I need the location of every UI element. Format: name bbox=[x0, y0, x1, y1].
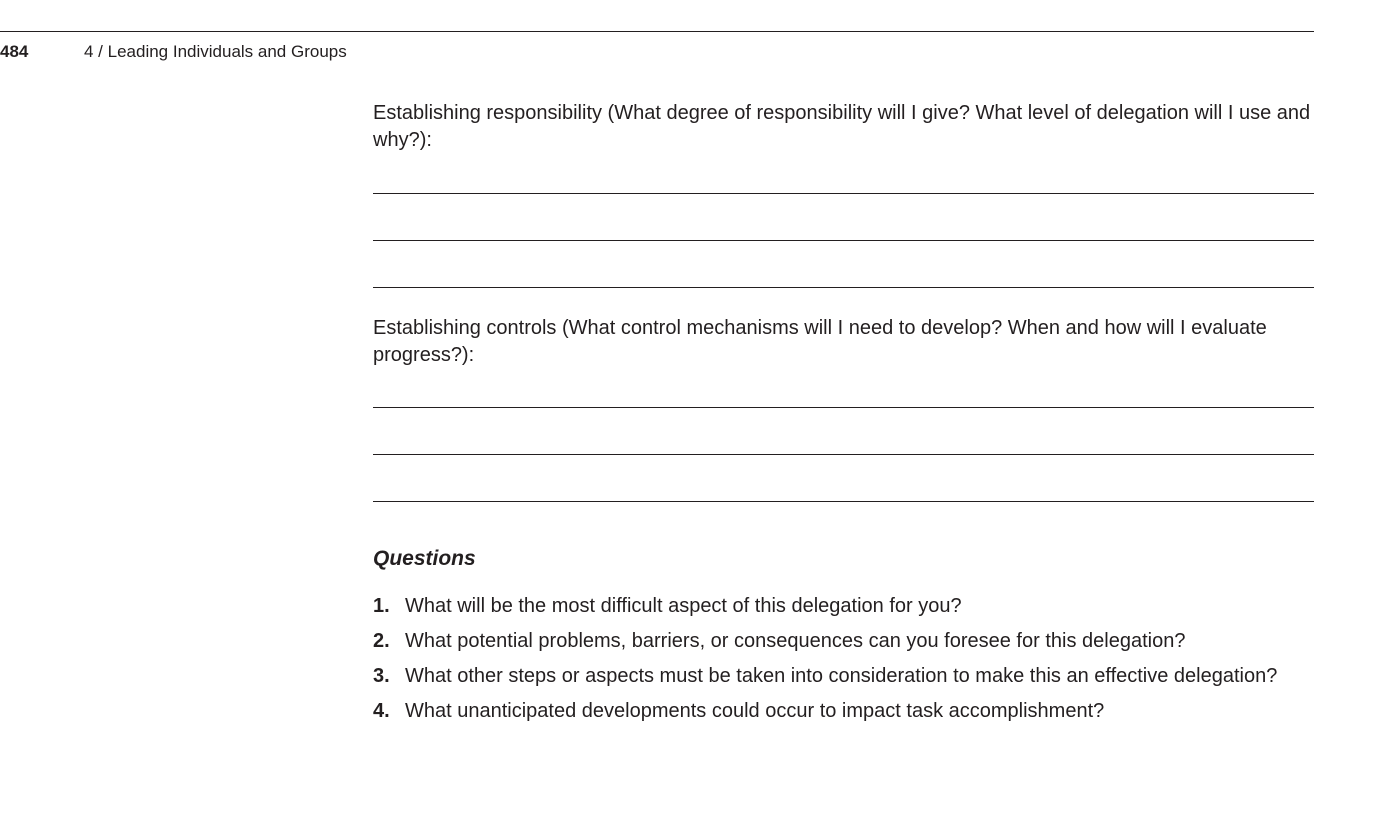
responsibility-section bbox=[373, 100, 1314, 154]
question-text: What unanticipated developments could occur to impact task accomplishment? bbox=[405, 700, 1105, 722]
question-item bbox=[373, 628, 1314, 654]
questions-heading: Questions bbox=[373, 547, 476, 570]
running-head bbox=[0, 42, 347, 62]
question-text: What potential problems, barriers, or consequences can you foresee for this delegation? bbox=[405, 630, 1186, 652]
responsibility-answer-line-2[interactable] bbox=[373, 240, 1314, 241]
question-number: 4. bbox=[373, 700, 390, 722]
question-item bbox=[373, 593, 1314, 619]
running-title: 4 / Leading Individuals and Groups bbox=[84, 42, 347, 61]
responsibility-prompt: Establishing responsibility (What degree of responsibility will I give? What level of delegation will I use and why?): bbox=[373, 102, 1311, 151]
controls-prompt: Establishing controls (What control mechanisms will I need to develop? When and how will I evaluate progress?): bbox=[373, 317, 1267, 366]
question-text: What will be the most difficult aspect of this delegation for you? bbox=[405, 595, 962, 617]
question-number: 3. bbox=[373, 665, 390, 687]
question-item bbox=[373, 663, 1314, 689]
question-number: 1. bbox=[373, 595, 390, 617]
controls-section bbox=[373, 315, 1314, 369]
header-rule bbox=[0, 31, 1314, 32]
responsibility-answer-line-1[interactable] bbox=[373, 193, 1314, 194]
question-text: What other steps or aspects must be taken into consideration to make this an effective delegation? bbox=[405, 665, 1278, 687]
controls-answer-line-3[interactable] bbox=[373, 501, 1314, 502]
question-list bbox=[373, 593, 1314, 733]
responsibility-answer-line-3[interactable] bbox=[373, 287, 1314, 288]
controls-answer-line-1[interactable] bbox=[373, 407, 1314, 408]
controls-answer-line-2[interactable] bbox=[373, 454, 1314, 455]
question-number: 2. bbox=[373, 630, 390, 652]
question-item bbox=[373, 698, 1314, 724]
page-number: 484 bbox=[0, 42, 29, 61]
